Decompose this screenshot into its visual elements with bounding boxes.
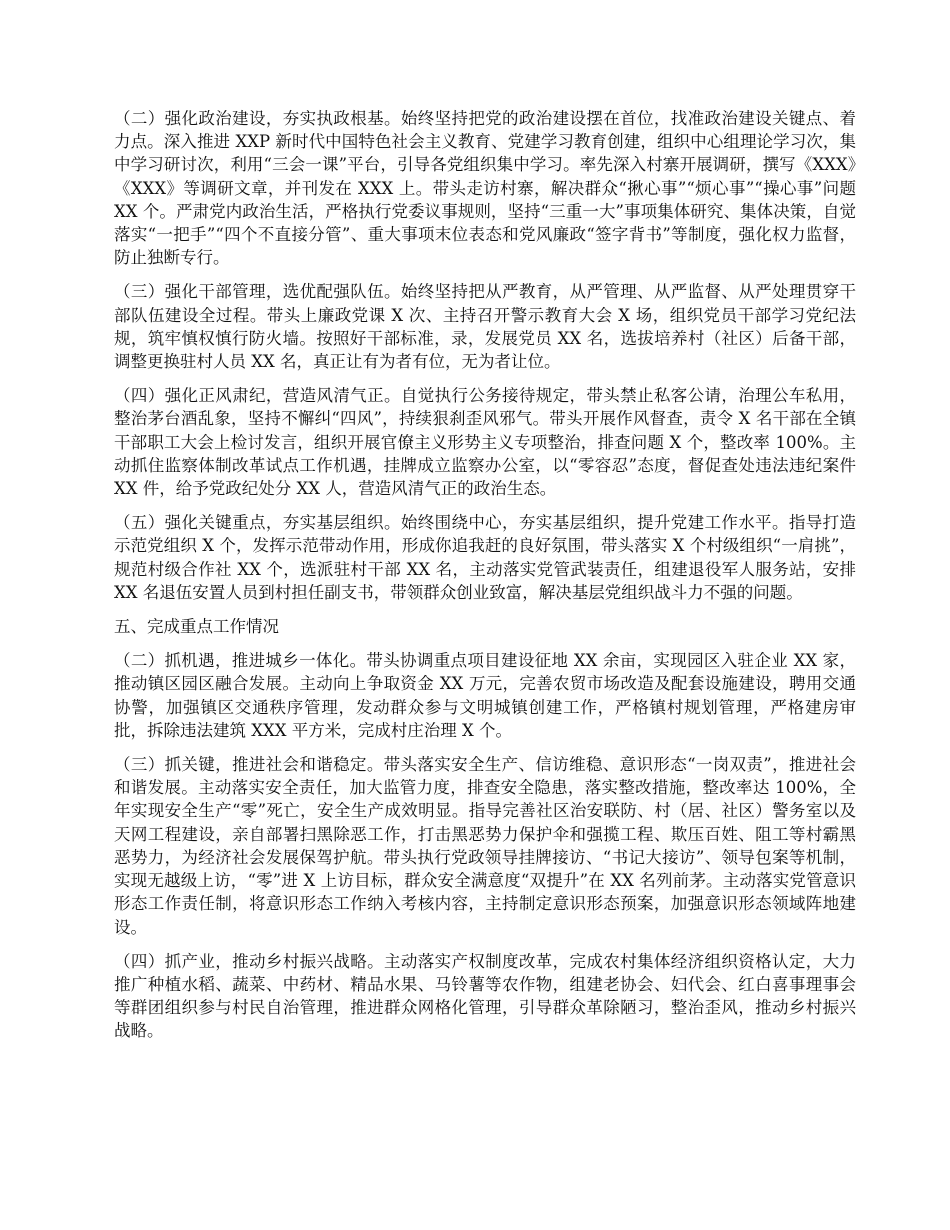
paragraph-political-building: （二）强化政治建设，夯实执政根基。始终坚持把党的政治建设摆在首位，找准政治建设关键点、着力点。深入推进 XXP 新时代中国特色社会主义教育、党建学习教育创建，组织中心组理论学习次，集中学习研讨次，利用“三会一课”平台，引导各党组织集中学习。率先深入村寨开展调研，撰写《XXX》《XXX》等调研文章，并刊发在 XXX 上。带头走访村寨，解决群众“揪心事”“烦心事”“操心事”问题 XX 个。严肃党内政治生活，严格执行党委议事规则，坚持“三重一大”事项集体研究、集体决策，自觉落实“一把手”“四个不直接分管”、重大事项末位表态和党风廉政“签字背书”等制度，强化权力监督，防止独断专行。 [114, 109, 856, 268]
paragraph-urban-rural: （二）抓机遇，推进城乡一体化。带头协调重点项目建设征地 XX 余亩，实现园区入驻企业 XX 家，推动镇区园区融合发展。主动向上争取资金 XX 万元，完善农贸市场改造及配套设施建设，聘用交通协警，加强镇区交通秩序管理，发动群众参与文明城镇创建工作，严格镇村规划管理，严格建房审批，拆除违法建筑 XXX 平方米，完成村庄治理 X 个。 [114, 651, 856, 740]
paragraph-grassroots-organization: （五）强化关键重点，夯实基层组织。始终围绕中心，夯实基层组织，提升党建工作水平。指导打造示范党组织 X 个，发挥示范带动作用，形成你追我赶的良好氛围，带头落实 X 个村级组织“一肩挑”，规范村级合作社 XX 个，选派驻村干部 XX 名，主动落实党管武装责任，组建退役军人服务站，安排 XX 名退伍安置人员到村担任副支书，带领群众创业致富，解决基层党组织战斗力不强的问题。 [114, 513, 856, 602]
paragraph-cadre-management: （三）强化干部管理，选优配强队伍。始终坚持把从严教育，从严管理、从严监督、从严处理贯穿干部队伍建设全过程。带头上廉政党课 X 次、主持召开警示教育大会 X 场，组织党员干部学习党纪法规，筑牢慎权慎行防火墙。按照好干部标准，录，发展党员 XX 名，选拔培养村（社区）后备干部，调整更换驻村人员 XX 名，真正让有为者有位，无为者让位。 [114, 282, 856, 372]
section-heading: 五、完成重点工作情况 [114, 617, 279, 637]
paragraph-social-stability: （三）抓关键，推进社会和谐稳定。带头落实安全生产、信访维稳、意识形态“一岗双责”，推进社会和谐发展。主动落实安全责任，加大监管力度，排查安全隐患，落实整改措施，整改率达 100%，全年实现安全生产“零”死亡，安全生产成效明显。指导完善社区治安联防、村（居、社区）警务室以及天网工程建设，亲自部署扫黑除恶工作，打击黑恶势力保护伞和强揽工程、欺压百姓、阻工等村霸黑恶势力，为经济社会发展保驾护航。带头执行党政领导挂牌接访、“书记大接访”、领导包案等机制，实现无越级上访，“零”进 X 上访目标，群众安全满意度“双提升”在 XX 名列前茅。主动落实党管意识形态工作责任制，将意识形态工作纳入考核内容，主持制定意识形态预案，加强意识形态领域阵地建设。 [114, 755, 856, 937]
document-body [114, 107, 856, 1054]
paragraph-rural-revitalization: （四）抓产业，推动乡村振兴战略。主动落实产权制度改革，完成农村集体经济组织资格认定，大力推广种植水稻、蔬菜、中药材、精品水果、马铃薯等农作物，组建老协会、妇代会、红白喜事理事会等群团组织参与村民自治管理，推进群众网格化管理，引导群众革除陋习，整治歪风，推动乡村振兴战略。 [114, 951, 856, 1041]
paragraph-discipline: （四）强化正风肃纪，营造风清气正。自觉执行公务接待规定，带头禁止私客公请，治理公车私用，整治茅台酒乱象，坚持不懈纠“四风”，持续狠刹歪风邪气。带头开展作风督查，责令 X 名干部在全镇干部职工大会上检讨发言，组织开展官僚主义形势主义专项整治，排查问题 X 个，整改率 100%。主动抓住监察体制改革试点工作机遇，挂牌成立监察办公室，以“零容忍”态度，督促查处违法违纪案件 XX 件，给予党政纪处分 XX 人，营造风清气正的政治生态。 [114, 386, 856, 499]
